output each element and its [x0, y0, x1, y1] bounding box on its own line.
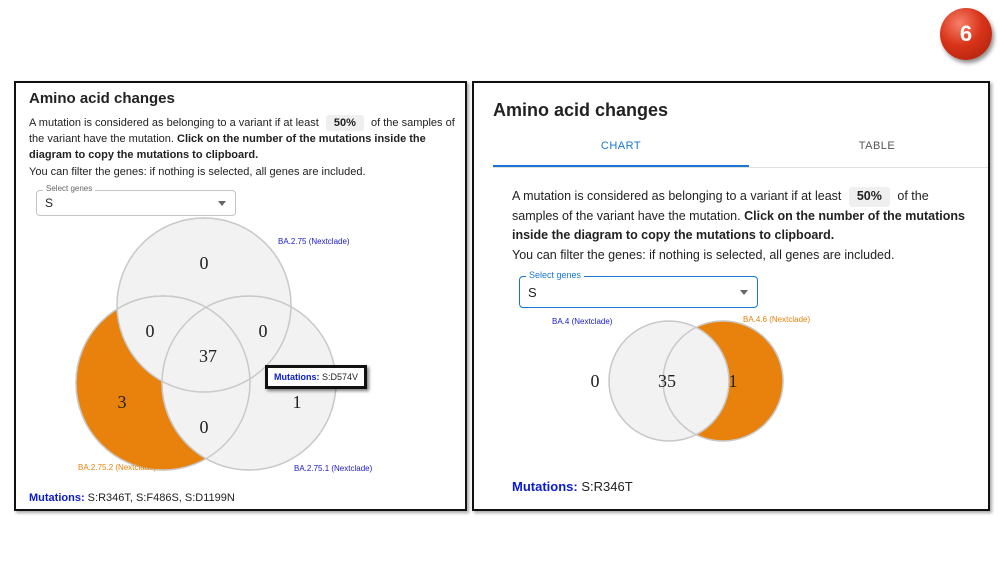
mutations-tooltip — [265, 365, 367, 389]
venn-label-ba2-75-1: BA.2.75.1 (Nextclade) — [294, 464, 373, 473]
venn-count-top[interactable]: 0 — [199, 253, 209, 273]
venn-label-ba4-6: BA.4.6 (Nextclade) — [743, 315, 811, 324]
mutations-value: S:R346T — [581, 479, 633, 494]
panel-title: Amino acid changes — [29, 90, 175, 107]
right-panel — [472, 81, 990, 511]
description-prefix: A mutation is considered as belonging to a variant if at least — [29, 117, 319, 129]
filter-hint: You can filter the genes: if nothing is selected, all genes are included. — [512, 248, 895, 262]
gene-select-value: S — [528, 285, 537, 300]
gene-select-value: S — [45, 196, 54, 210]
description-instruction: Click on the number of the mutations inside the diagram to copy the mutations to clipboard. — [512, 208, 965, 242]
venn-label-ba4: BA.4 (Nextclade) — [552, 317, 613, 326]
venn-count-top-right[interactable]: 0 — [258, 321, 268, 341]
tooltip-key: Mutations: — [274, 372, 320, 382]
venn-label-ba2-75-2: BA.2.75.2 (Nextclade) — [78, 463, 157, 472]
threshold-percentage[interactable]: 50% — [849, 187, 890, 207]
mutations-line — [29, 492, 235, 504]
step-number-badge: 6 — [940, 8, 992, 60]
tab-chart[interactable]: CHART — [600, 140, 642, 152]
venn-count-left[interactable]: 0 — [590, 371, 600, 391]
description-instruction: Click on the number of the mutations inside the diagram to copy the mutations to clipboard. — [29, 133, 426, 161]
panel-title: Amino acid changes — [493, 100, 669, 120]
description-suffix: of the samples of the variant have the mutation. — [512, 189, 929, 223]
venn-count-center[interactable]: 35 — [658, 371, 676, 391]
venn-count-top-left[interactable]: 0 — [145, 321, 155, 341]
mutations-key: Mutations: — [29, 492, 85, 504]
description-prefix: A mutation is considered as belonging to a variant if at least — [512, 189, 842, 203]
gene-select-label: Select genes — [526, 270, 584, 280]
venn-count-center[interactable]: 37 — [199, 346, 217, 366]
filter-hint: You can filter the genes: if nothing is selected, all genes are included. — [29, 166, 366, 178]
description-suffix: of the samples of the variant have the mutation. — [29, 117, 455, 145]
gene-select-label: Select genes — [43, 184, 95, 193]
venn-count-right[interactable]: 1 — [292, 392, 302, 412]
tooltip-value: S:D574V — [322, 372, 359, 382]
venn-diagram — [16, 83, 465, 509]
mutations-line — [512, 479, 633, 494]
venn-count-left[interactable]: 3 — [117, 392, 127, 412]
venn-diagram — [474, 83, 988, 509]
mutations-key: Mutations: — [512, 479, 578, 494]
venn-label-ba2-75: BA.2.75 (Nextclade) — [278, 237, 350, 246]
tab-table[interactable]: TABLE — [858, 140, 896, 152]
left-panel — [14, 81, 467, 511]
mutations-value: S:R346T, S:F486S, S:D1199N — [87, 492, 235, 504]
venn-count-right[interactable]: 1 — [728, 371, 738, 391]
threshold-percentage[interactable]: 50% — [326, 115, 364, 131]
venn-count-left-right[interactable]: 0 — [199, 417, 209, 437]
